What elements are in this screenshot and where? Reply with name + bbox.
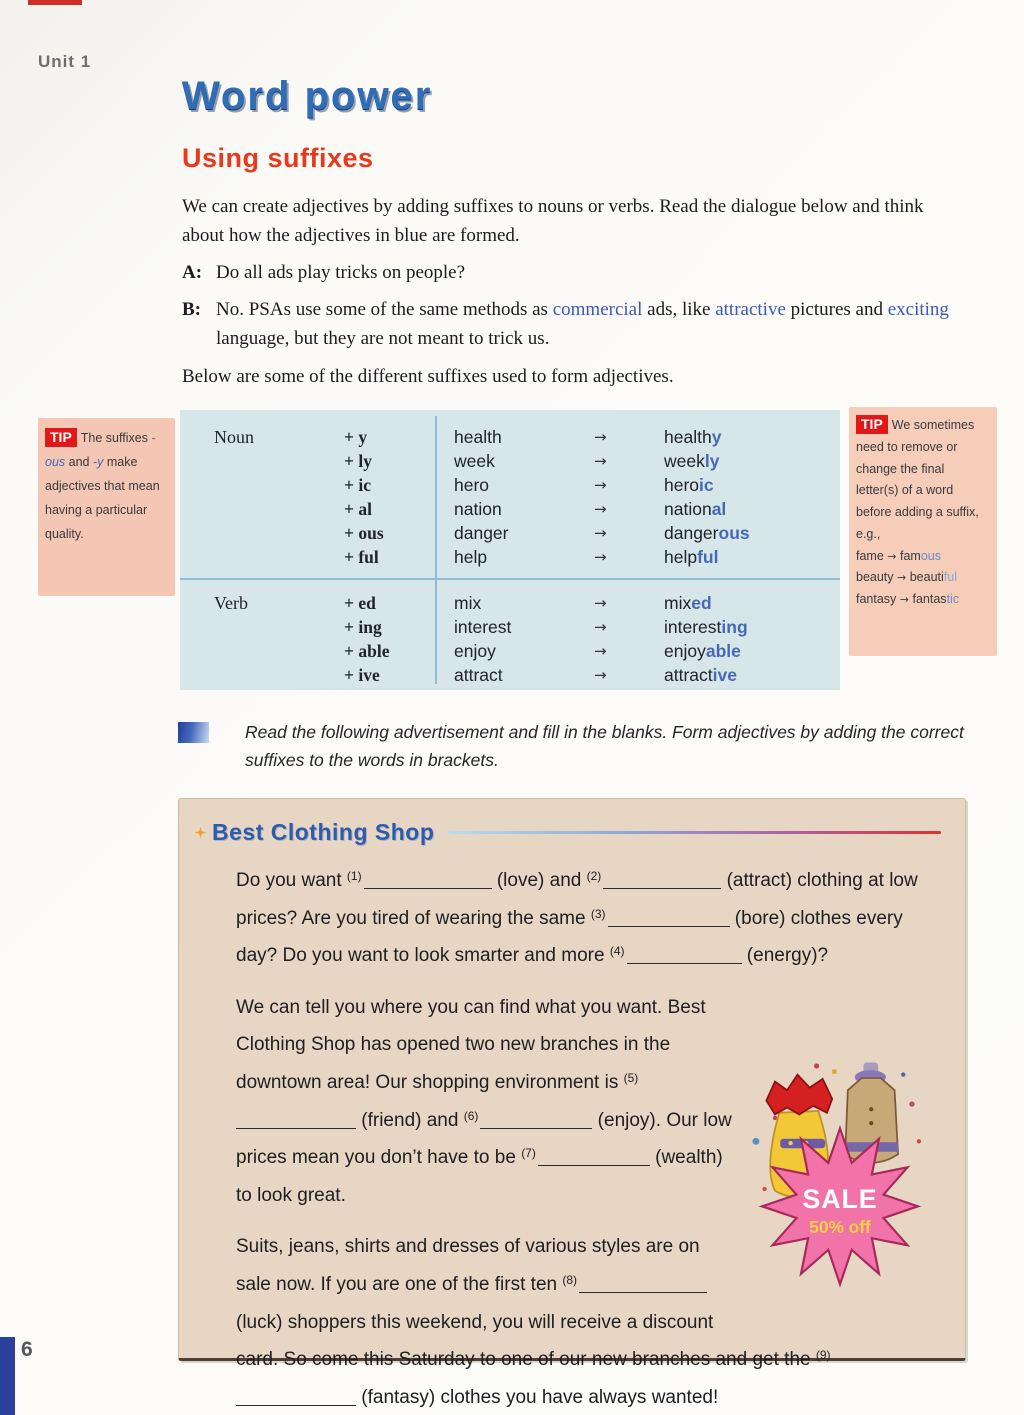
- blank-number: (8): [562, 1273, 578, 1288]
- exercise-instruction: [178, 718, 978, 774]
- fill-in-blank: [579, 1274, 707, 1293]
- blank-number: (4): [609, 944, 625, 959]
- unit-label: Unit 1: [38, 52, 92, 71]
- base-word-cell: hero: [454, 475, 490, 495]
- ad-heading-bullet-icon: [195, 827, 206, 838]
- row-category-label: Noun: [214, 427, 254, 447]
- arrow-icon: →: [897, 571, 907, 585]
- ad-text-segment: We can tell you where you can find what you want. Best Clothing Shop has opened two new branches in the downtown area! Our shopping environment is: [236, 996, 706, 1094]
- ad-text-segment: (enjoy). Our low prices mean you don’t have to be: [236, 1109, 732, 1169]
- fill-in-blank: [480, 1110, 592, 1129]
- blank-number: (9): [815, 1348, 831, 1363]
- ad-text-segment: (attract) clothing at low prices? Are you tired of wearing the same: [236, 870, 918, 929]
- base-word-cell: health: [454, 427, 502, 447]
- base-word-cell: help: [454, 547, 488, 567]
- ad-paragraph-1: [236, 862, 931, 975]
- ad-text-segment: (wealth) to look great.: [236, 1147, 723, 1206]
- dialogue-b-text: No. PSAs use some of the same methods as commercial ads, like attractive pictures and exciting language, but they are not meant to trick us.: [216, 299, 949, 350]
- result-word-cell: heroic: [664, 475, 714, 495]
- arrow-icon: →: [594, 452, 607, 470]
- arrow-icon: →: [594, 594, 607, 612]
- arrow-icon: →: [594, 548, 607, 566]
- suffix-cell: + ive: [344, 665, 380, 685]
- result-word-cell: mixed: [664, 593, 712, 613]
- blank-number: (6): [463, 1108, 479, 1123]
- scan-edge-mark: [28, 0, 82, 5]
- tip-suffix-ous: -ous: [45, 431, 156, 469]
- tip-example: fame → famous: [856, 548, 941, 563]
- dialogue-line-b: [182, 295, 967, 354]
- base-word-cell: attract: [454, 665, 503, 685]
- row-category-label: Verb: [214, 593, 248, 613]
- blank-number: (7): [521, 1146, 536, 1161]
- table-horizontal-divider: [180, 578, 840, 580]
- base-word-cell: enjoy: [454, 641, 496, 661]
- suffix-table: [180, 410, 840, 690]
- suffix-cell: + ous: [344, 523, 384, 543]
- dialogue-line-a: [182, 258, 967, 287]
- fill-in-blank: [627, 945, 742, 964]
- base-word-cell: interest: [454, 617, 512, 637]
- arrow-icon: →: [594, 618, 607, 636]
- suffix-cell: + al: [344, 499, 372, 519]
- section-heading: Using suffixes: [182, 143, 374, 173]
- result-word-cell: interesting: [664, 617, 748, 637]
- arrow-icon: →: [594, 642, 607, 660]
- gradient-rule: [448, 831, 941, 834]
- tip-suffix-y: -y: [92, 455, 104, 469]
- result-word-cell: enjoyable: [664, 641, 741, 661]
- page-edge-tab: [0, 1337, 15, 1415]
- result-word-cell: national: [664, 499, 727, 519]
- fill-in-blank: [236, 1110, 356, 1129]
- highlighted-adjective: attractive: [715, 299, 786, 320]
- base-word-cell: mix: [454, 593, 482, 613]
- ad-text-segment: (fantasy) clothes you have always wanted!: [356, 1386, 719, 1408]
- ad-text-segment: (bore) clothes every day? Do you want to look smarter and more: [236, 907, 903, 967]
- exercise-text: Read the following advertisement and fill in the blanks. Form adjectives by adding the correct suffixes to the words in brackets.: [245, 722, 964, 770]
- suffix-cell: + ic: [344, 475, 371, 495]
- tip-box-left: TIP The suffixes -ous and -y make adjectives that mean having a particular quality.: [38, 418, 175, 596]
- ad-text-segment: (friend) and: [356, 1109, 464, 1131]
- suffix-cell: + ly: [344, 451, 372, 471]
- tip-badge: TIP: [856, 415, 888, 434]
- arrow-icon: →: [887, 549, 897, 563]
- intro-paragraph: We can create adjectives by adding suffixes to nouns or verbs. Read the dialogue below and think about how the adjectives in blue are formed.: [182, 196, 924, 247]
- suffix-cell: + able: [344, 641, 390, 661]
- result-word-cell: dangerous: [664, 523, 750, 543]
- sale-label: SALE: [802, 1183, 878, 1214]
- table-noun-section: [180, 425, 840, 569]
- suffix-cell: + ing: [344, 617, 382, 637]
- highlighted-adjective: exciting: [887, 299, 949, 320]
- suffix-cell: + ful: [344, 547, 379, 567]
- blank-number: (1): [346, 869, 362, 883]
- blank-number: (2): [586, 869, 602, 883]
- base-word-cell: week: [454, 451, 495, 471]
- fill-in-blank: [603, 870, 721, 889]
- arrow-icon: →: [594, 428, 607, 446]
- ad-text-segment: (love) and: [491, 870, 587, 891]
- tip-example: beauty → beautiful: [856, 570, 957, 585]
- ad-text-segment: (luck) shoppers this weekend, you will receive a discount card. So come this Saturday to one of our new branches and get the: [236, 1311, 816, 1371]
- speaker-a-label: A:: [182, 262, 203, 283]
- arrow-icon: →: [594, 500, 607, 518]
- fill-in-blank: [538, 1147, 650, 1166]
- result-word-cell: helpful: [664, 547, 719, 567]
- base-word-cell: danger: [454, 523, 509, 543]
- arrow-icon: →: [594, 666, 607, 684]
- suffix-cell: + y: [344, 427, 368, 447]
- fill-in-blank: [236, 1387, 356, 1406]
- sale-discount-label: 50% off: [809, 1217, 871, 1238]
- result-word-cell: weekly: [664, 451, 720, 471]
- tip-box-right: TIP We sometimes need to remove or change the final letter(s) of a word before adding a suffix, e.g., fame → famous beauty → beautiful fantasy → fantastic: [849, 407, 997, 656]
- ad-text-segment: Do you want: [236, 870, 347, 891]
- ad-heading-row: [179, 799, 965, 846]
- table-verb-section: [180, 591, 840, 687]
- blank-number: (3): [590, 906, 606, 921]
- ad-text-segment: Suits, jeans, shirts and dresses of various styles are on sale now. If you are one of the first ten: [236, 1236, 700, 1296]
- exercise-bullet-icon: [178, 722, 209, 743]
- ad-text-segment: (energy)?: [741, 945, 829, 967]
- fill-in-blank: [364, 870, 492, 889]
- page-number: 6: [21, 1338, 33, 1361]
- advertisement-box: [178, 798, 966, 1408]
- ad-body: [179, 846, 965, 1415]
- table-lead-in-text: Below are some of the different suffixes used to form adjectives.: [182, 366, 674, 387]
- arrow-icon: →: [594, 524, 607, 542]
- tip-badge: TIP: [45, 428, 77, 447]
- base-word-cell: nation: [454, 499, 502, 519]
- tip-example: fantasy → fantastic: [856, 592, 960, 606]
- arrow-icon: →: [594, 476, 607, 494]
- speaker-b-label: B:: [182, 299, 201, 320]
- highlighted-adjective: commercial: [552, 299, 643, 320]
- arrow-icon: →: [899, 593, 910, 606]
- result-word-cell: attractive: [664, 665, 737, 685]
- ad-title: Best Clothing Shop: [212, 819, 435, 845]
- dialogue-a-text: Do all ads play tricks on people?: [216, 262, 466, 283]
- page-title: Word power: [182, 74, 433, 118]
- result-word-cell: healthy: [664, 427, 722, 447]
- blank-number: (5): [623, 1071, 639, 1086]
- fill-in-blank: [608, 908, 730, 927]
- clothes-sale-illustration: [749, 1059, 931, 1306]
- suffix-cell: + ed: [344, 593, 376, 613]
